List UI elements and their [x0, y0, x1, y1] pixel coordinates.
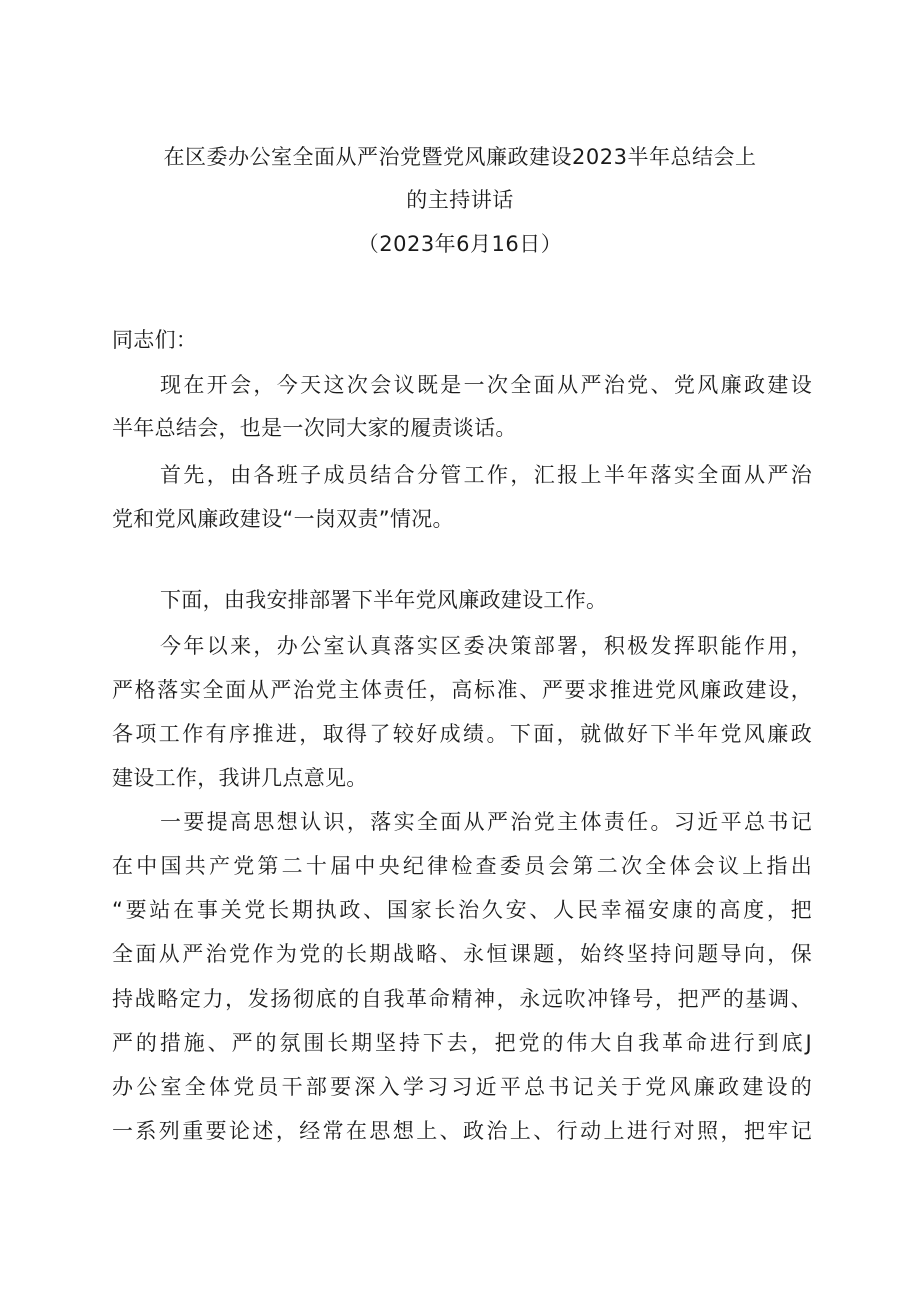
body-line: 持战略定力，发扬彻底的自我革命精神，永远吹冲锋号，把严的基调、 [112, 987, 812, 1011]
body-line: 半年总结会，也是一次同大家的履责谈话。 [112, 416, 517, 440]
body-line: 严格落实全面从严治党主体责任，高标准、严要求推进党风廉政建设， [112, 678, 812, 702]
body-line: 现在开会，今天这次会议既是一次全面从严治党、党风廉政建设 [160, 373, 812, 397]
body-line: 严的措施、严的氛围长期坚持下去，把党的伟大自我革命进行到底J [112, 1031, 812, 1055]
body-line: 今年以来，办公室认真落实区委决策部署，积极发挥职能作用， [160, 634, 812, 658]
body-line: 一系列重要论述，经常在思想上、政治上、行动上进行对照，把牢记 [112, 1119, 812, 1143]
salutation: 同志们： [112, 328, 198, 352]
document-title-line-2: 的主持讲话 [406, 188, 514, 212]
document-title-line-1: 在区委办公室全面从严治党暨党风廉政建设2023半年总结会上 [163, 145, 757, 169]
body-line: 下面，由我安排部署下半年党风廉政建设工作。 [160, 588, 608, 612]
body-line: “要站在事关党长期执政、国家长治久安、人民幸福安康的高度，把 [112, 898, 812, 922]
body-line: 一要提高思想认识，落实全面从严治党主体责任。习近平总书记 [160, 810, 812, 834]
body-line: 首先，由各班子成员结合分管工作，汇报上半年落实全面从严治 [160, 463, 812, 487]
body-line: 党和党风廉政建设“一岗双责”情况。 [112, 507, 454, 531]
body-line: 全面从严治党作为党的长期战略、永恒课题，始终坚持问题导向，保 [112, 942, 812, 966]
document-date: （2023年6月16日） [357, 232, 563, 256]
body-line: 各项工作有序推进，取得了较好成绩。下面，就做好下半年党风廉政 [112, 722, 812, 746]
body-line: 办公室全体党员干部要深入学习习近平总书记关于党风廉政建设的 [112, 1075, 812, 1099]
body-line: 在中国共产党第二十届中央纪律检查委员会第二次全体会议上指出 [112, 854, 812, 878]
body-line: 建设工作，我讲几点意见。 [112, 766, 368, 790]
